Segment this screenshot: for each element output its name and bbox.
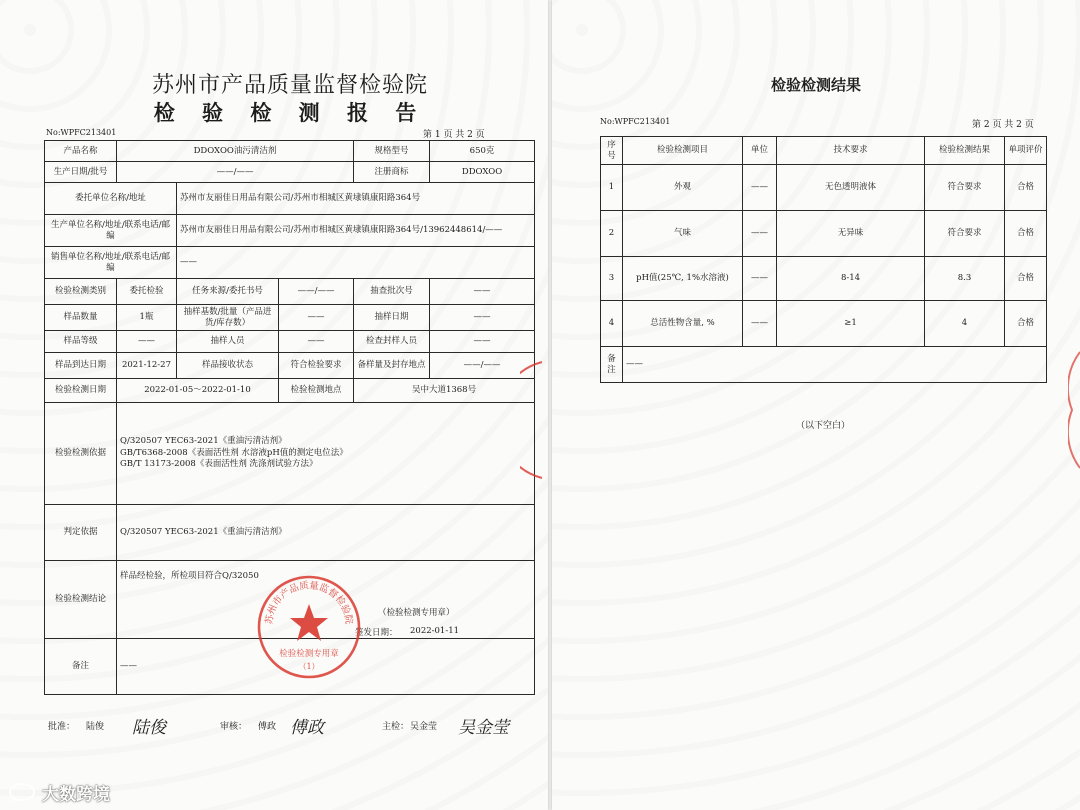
results-doc-number: No:WPFC213401	[600, 117, 671, 126]
signature-row	[48, 713, 538, 737]
results-page-number: 第 2 页 共 2 页	[972, 120, 1034, 130]
row-item: 气味	[623, 211, 743, 257]
sample-base-value: ——	[279, 305, 354, 331]
sample-qty-value: 1瓶	[117, 305, 177, 331]
results-header-row	[601, 137, 1047, 165]
blank-below-note: （以下空白）	[795, 421, 850, 431]
row-result: 符合要求	[925, 211, 1005, 257]
table-row	[601, 257, 1047, 301]
sampler-label: 抽样人员	[177, 331, 279, 353]
sample-grade-value: ——	[117, 331, 177, 353]
row-evaluation: 合格	[1005, 211, 1047, 257]
watermark-text: 大数跨境	[42, 785, 110, 805]
results-table	[600, 136, 1047, 383]
header-unit: 单位	[743, 137, 777, 165]
results-remark-label: 备注	[601, 347, 623, 383]
row-item: pH值(25℃, 1%水溶液)	[623, 257, 743, 301]
producer-label: 生产单位名称/地址/联系电话/邮编	[45, 215, 177, 247]
institute-name: 苏州市产品质量监督检验院	[151, 73, 428, 98]
review-label: 审核：	[220, 722, 248, 732]
test-date-label: 检验检测日期	[45, 379, 117, 403]
seal-inner-text: 检验检测专用章	[279, 649, 339, 659]
seller-value: ——	[177, 247, 535, 279]
header-result: 检验检测结果	[925, 137, 1005, 165]
test-type-label: 检验检测类别	[45, 279, 117, 305]
task-source-label: 任务来源/委托书号	[177, 279, 279, 305]
spec-label: 规格型号	[354, 141, 430, 162]
watermark	[8, 780, 110, 805]
basis-line: GB/T6368-2008《表面活性剂 水溶液pH值的测定电位法》	[120, 447, 348, 458]
sample-grade-label: 样品等级	[45, 331, 117, 353]
arrival-date-label: 样品到达日期	[45, 353, 117, 379]
row-requirement: 无色透明液体	[777, 165, 925, 211]
row-no: 2	[601, 211, 623, 257]
row-item: 总活性物含量, %	[623, 301, 743, 347]
row-result: 8.3	[925, 257, 1005, 301]
row-evaluation: 合格	[1005, 257, 1047, 301]
row-evaluation: 合格	[1005, 165, 1047, 211]
row-no: 4	[601, 301, 623, 347]
table-row	[601, 301, 1047, 347]
header-requirement: 技术要求	[777, 137, 925, 165]
spec-value: 650克	[430, 141, 535, 162]
product-name-label: 产品名称	[45, 141, 117, 162]
production-date: ——/——	[117, 162, 354, 183]
approve-signature: 陆俊	[132, 718, 166, 738]
table-row	[601, 165, 1047, 211]
row-evaluation: 合格	[1005, 301, 1047, 347]
table-row	[601, 211, 1047, 257]
conclusion-label: 检验检测结论	[45, 561, 117, 639]
sample-qty-label: 样品数量	[45, 305, 117, 331]
judge-value: Q/320507 YEC63-2021《重油污清洁剂》	[117, 505, 535, 561]
row-no: 3	[601, 257, 623, 301]
producer-value: 苏州市友丽佳日用品有限公司/苏州市相城区黄埭镇康阳路364号/13962448614/——	[177, 215, 535, 247]
issue-date: 2022-01-11	[410, 626, 460, 636]
basis-list	[117, 403, 535, 505]
main-signature: 吴金莹	[458, 718, 509, 738]
seller-label: 销售单位名称/地址/联系电话/邮编	[45, 247, 177, 279]
conclusion-text: 样品经检验，所检项目符合Q/32050	[120, 571, 259, 581]
sampler-value: ——	[279, 331, 354, 353]
backup-label: 备样量及封存地点	[354, 353, 430, 379]
results-remark-row	[601, 347, 1047, 383]
batch-count-value: ——	[430, 279, 535, 305]
row-result: 4	[925, 301, 1005, 347]
test-place-label: 检验检测地点	[279, 379, 354, 403]
production-date-label: 生产日期/批号	[45, 162, 117, 183]
results-title: 检验检测结果	[770, 76, 861, 94]
seal-note: （检验检测专用章）	[378, 608, 455, 618]
receive-state-value: 符合检验要求	[279, 353, 354, 379]
row-item: 外观	[623, 165, 743, 211]
row-unit: ——	[743, 211, 777, 257]
client-label: 委托单位名称/地址	[45, 183, 177, 215]
row-requirement: 无异味	[777, 211, 925, 257]
doc-number: No:WPFC213401	[46, 128, 117, 137]
sample-date-value: ——	[430, 305, 535, 331]
basis-line: GB/T 13173-2008《表面活性剂 洗涤剂试验方法》	[120, 459, 318, 470]
perforation-seal-fragment-right	[1068, 350, 1080, 470]
trademark-label: 注册商标	[354, 162, 430, 183]
header-no: 序号	[601, 137, 623, 165]
test-date-value: 2022-01-05～2022-01-10	[117, 379, 279, 403]
row-result: 符合要求	[925, 165, 1005, 211]
row-requirement: 8-14	[777, 257, 925, 301]
remark-value: ——	[117, 639, 535, 695]
review-signature: 傅政	[290, 718, 324, 738]
basis-label: 检验检测依据	[45, 403, 117, 505]
test-type-value: 委托检验	[117, 279, 177, 305]
test-place-value: 吴中大道1368号	[354, 379, 535, 403]
issue-label: 签发日期：	[355, 628, 398, 638]
trademark-value: DDOXOO	[430, 162, 535, 183]
sample-date-label: 抽样日期	[354, 305, 430, 331]
header-evaluation: 单项评价	[1005, 137, 1047, 165]
seal-number: （1）	[298, 662, 320, 671]
batch-count-label: 抽查批次号	[354, 279, 430, 305]
arrival-date-value: 2021-12-27	[117, 353, 177, 379]
header-item: 检验检测项目	[623, 137, 743, 165]
receive-state-label: 样品接收状态	[177, 353, 279, 379]
row-requirement: ≥1	[777, 301, 925, 347]
client-value: 苏州市友丽佳日用品有限公司/苏州市相城区黄埭镇康阳路364号	[177, 183, 535, 215]
approve-label: 批准：	[48, 722, 76, 732]
seal-ring-text: 苏州市产品质量监督检验院	[263, 580, 355, 626]
row-unit: ——	[743, 165, 777, 211]
results-remark-value: ——	[623, 347, 1047, 383]
product-name: DDOXOO油污清洁剂	[117, 141, 354, 162]
chat-bubble-logo-icon	[8, 783, 36, 803]
main-name: 吴金莹	[410, 722, 438, 732]
report-title: 检 验 检 测 报 告	[153, 100, 427, 125]
main-label: 主检：	[382, 722, 410, 732]
seal-person-value: ——	[430, 331, 535, 353]
basis-line: Q/320507 YEC63-2021《重油污清洁剂》	[120, 436, 287, 447]
judge-label: 判定依据	[45, 505, 117, 561]
backup-value: ——/——	[430, 353, 535, 379]
official-seal-stamp	[256, 574, 362, 680]
remark-label: 备注	[45, 639, 117, 695]
seal-person-label: 检查封样人员	[354, 331, 430, 353]
task-source-value: ——/——	[279, 279, 354, 305]
row-no: 1	[601, 165, 623, 211]
row-unit: ——	[743, 257, 777, 301]
perforation-seal-fragment	[520, 360, 544, 480]
page-number: 第 1 页 共 2 页	[423, 130, 485, 140]
review-name: 傅政	[258, 722, 277, 732]
row-unit: ——	[743, 301, 777, 347]
approve-name: 陆俊	[86, 722, 105, 732]
sample-base-label: 抽样基数/批量（产品进货/库存数）	[177, 305, 279, 331]
seal-star-icon	[290, 604, 328, 641]
